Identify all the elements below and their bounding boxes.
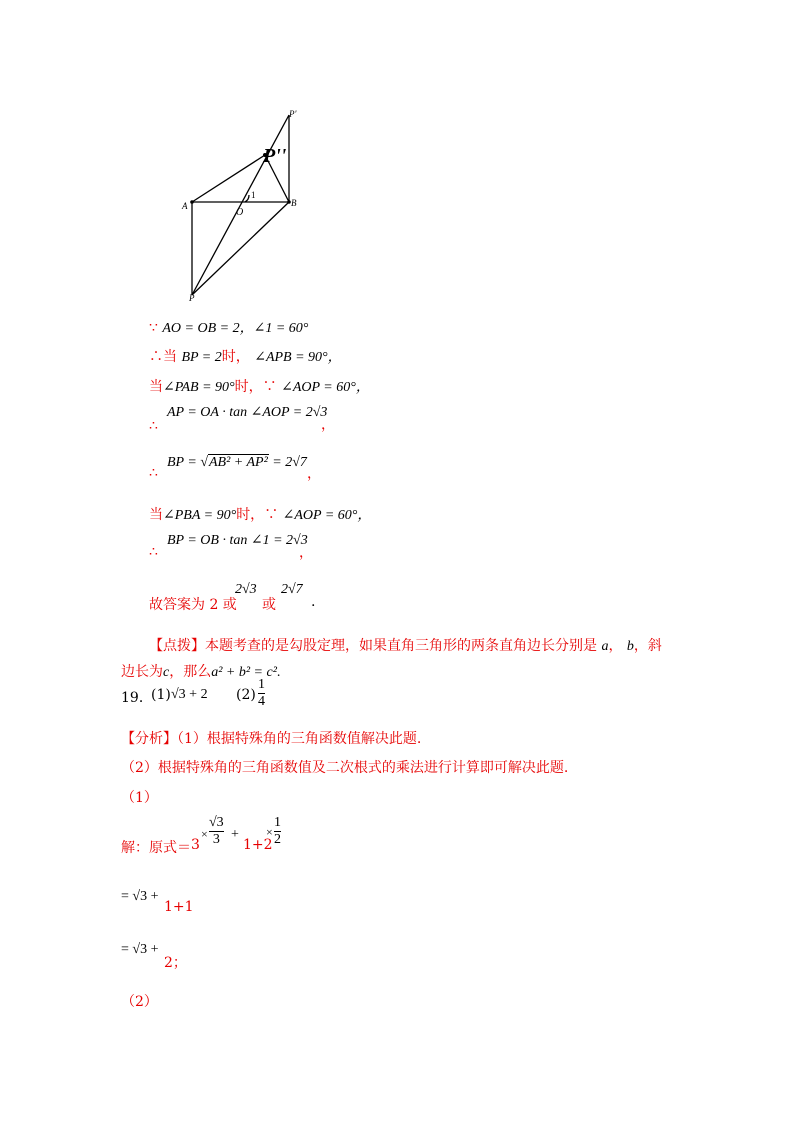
q19-part2-label: (2) — [236, 687, 256, 703]
label-p-prime: P' — [289, 109, 297, 119]
value: 1+1 — [164, 899, 194, 915]
therefore-symbol: ∴ — [149, 544, 158, 560]
because-symbol: ∵ — [149, 320, 158, 336]
fraction-1-over-2 — [274, 815, 281, 848]
denominator: 3 — [212, 832, 220, 847]
term: 1+2 — [243, 837, 273, 853]
math-1: AO = OB = 2，∠1 = 60° — [162, 321, 309, 336]
sep: ， — [608, 638, 623, 654]
or-text: 或 — [262, 597, 276, 613]
solution-part1-label: （1） — [121, 790, 158, 806]
math: ∠PBA = 90° — [163, 508, 237, 523]
comma: ， — [299, 545, 313, 561]
var-b: b — [626, 639, 634, 654]
solution-part2-label: （2） — [121, 994, 158, 1010]
denominator: 2 — [274, 832, 281, 847]
answer-2: 2√7 — [281, 582, 303, 597]
numerator: 1 — [274, 815, 281, 830]
analysis-text: （2）根据特殊角的三角函数值及二次根式的乘法进行计算即可解决此题. — [121, 760, 569, 776]
equals: = √3 + — [121, 889, 159, 904]
because-symbol: ∵ — [264, 507, 279, 523]
numerator: √3 — [209, 815, 224, 830]
math-5 — [167, 455, 307, 471]
geometry-diagram — [175, 105, 305, 305]
equals: = √3 + — [121, 942, 159, 957]
numerator: 1 — [258, 677, 265, 692]
math: BP = — [167, 455, 201, 470]
line-3 — [149, 376, 370, 396]
label-p-double-prime: P'' — [263, 145, 287, 167]
text: 时， — [236, 507, 265, 523]
tip-label: 【点拨】 — [149, 638, 205, 654]
text: 当 — [163, 349, 177, 365]
comma: ， — [321, 417, 335, 433]
math: BP = 2 — [181, 350, 222, 365]
denominator: 4 — [258, 694, 265, 709]
analysis-text: （1）根据特殊角的三角函数值解决此题. — [177, 731, 422, 747]
var-c: c — [163, 665, 170, 680]
plus: + — [231, 827, 239, 842]
solution-step-2 — [121, 889, 321, 919]
var-a: a — [601, 639, 609, 654]
label-b: B — [291, 198, 297, 208]
line-2 — [149, 346, 342, 366]
therefore-symbol: ∴ — [149, 418, 158, 434]
period: . — [276, 665, 281, 680]
times: × — [201, 827, 208, 841]
tip-text: 本题考查的是勾股定理，如果直角三角形的两条直角边长分别是 — [205, 638, 597, 654]
solution-step-3 — [121, 942, 321, 972]
q19-part2-fraction — [258, 677, 265, 710]
math: ∠APB = 90°， — [254, 350, 342, 365]
answer-1: 2√3 — [235, 582, 257, 597]
tip-line-1 — [149, 635, 662, 655]
value: 2； — [164, 955, 187, 971]
solution-step-1 — [121, 815, 381, 857]
term: 3 — [191, 837, 200, 853]
text: 当 — [149, 379, 163, 395]
period: . — [311, 594, 316, 610]
tip-text: ，那么 — [169, 664, 212, 680]
solution-label: 解：原式＝ — [121, 840, 191, 856]
math-4: AP = OA · tan ∠AOP = 2√3 — [167, 405, 328, 420]
therefore-symbol: ∴ — [149, 465, 158, 481]
radicand: AB² + AP² — [209, 455, 268, 470]
comma: ， — [307, 466, 321, 482]
math: ∠AOP = 60°， — [281, 380, 370, 395]
because-symbol: ∵ — [262, 379, 277, 395]
sqrt-sign: √ — [200, 455, 208, 470]
tip-text: 边长为 — [121, 664, 163, 680]
fraction-sqrt3-over-3 — [209, 815, 224, 848]
analysis-line-2 — [121, 757, 568, 777]
q19-line — [121, 677, 321, 711]
label-angle-1: 1 — [251, 190, 256, 200]
q19-part1-label: (1) — [151, 687, 171, 703]
q19-number: 19． — [121, 690, 153, 706]
math: ∠AOP = 60°， — [282, 508, 372, 523]
analysis-label: 【分析】 — [121, 731, 177, 747]
answer-text: 故答案为 2 或 — [149, 597, 237, 613]
math-7: BP = OB · tan ∠1 = 2√3 — [167, 533, 308, 548]
math: = 2√7 — [268, 455, 307, 470]
pythagorean-formula: a² + b² = c² — [211, 665, 277, 680]
text: 当 — [149, 507, 163, 523]
times: × — [266, 825, 273, 839]
label-o: O — [236, 207, 244, 218]
math: ∠PAB = 90° — [163, 380, 235, 395]
q19-part1-answer: √3 + 2 — [171, 687, 208, 702]
therefore-symbol: ∴ — [149, 349, 163, 365]
analysis-line-1 — [121, 728, 421, 748]
tip-text: ，斜 — [633, 638, 662, 654]
label-p: P — [189, 293, 195, 303]
line-1 — [149, 317, 308, 337]
text: 时， — [234, 379, 263, 395]
line-6 — [149, 504, 371, 524]
label-a: A — [182, 201, 188, 211]
text: 时， — [221, 349, 250, 365]
